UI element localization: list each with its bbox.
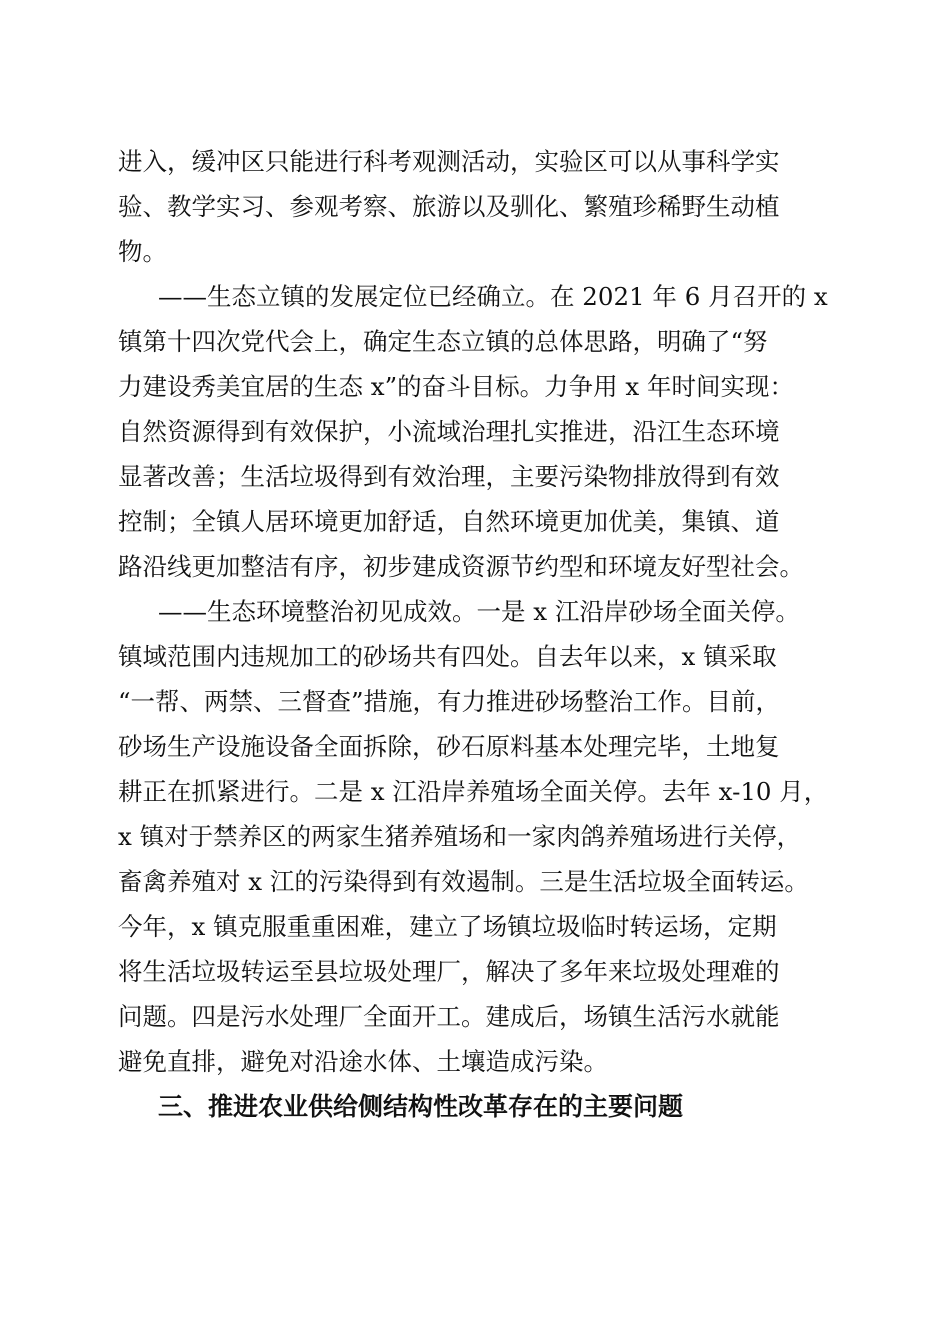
body-text-line: 显著改善；生活垃圾得到有效治理，主要污染物排放得到有效 [118, 462, 780, 491]
body-text-line: 砂场生产设施设备全面拆除，砂石原料基本处理完毕，土地复 [118, 732, 780, 761]
body-text-line: 耕正在抓紧进行。二是 x 江沿岸养殖场全面关停。去年 x-10 月， [118, 777, 829, 806]
body-text-line: 验、教学实习、参观考察、旅游以及驯化、繁殖珍稀野生动植 [118, 192, 780, 221]
paragraph-start-line: ——生态立镇的发展定位已经确立。在 2021 年 6 月召开的 x [158, 282, 828, 311]
body-text-line: 今年，x 镇克服重重困难，建立了场镇垃圾临时转运场，定期 [118, 912, 777, 941]
body-text-line: 自然资源得到有效保护，小流域治理扎实推进，沿江生态环境 [118, 417, 780, 446]
body-text-line: 避免直排，避免对沿途水体、土壤造成污染。 [118, 1047, 608, 1076]
body-text-line: x 镇对于禁养区的两家生猪养殖场和一家肉鸽养殖场进行关停， [118, 822, 802, 851]
body-text-line: 物。 [118, 237, 167, 266]
body-text-line: 镇域范围内违规加工的砂场共有四处。自去年以来，x 镇采取 [118, 642, 777, 671]
body-text-line: 将生活垃圾转运至县垃圾处理厂，解决了多年来垃圾处理难的 [118, 957, 780, 986]
body-text-line: 进入，缓冲区只能进行科考观测活动，实验区可以从事科学实 [118, 147, 780, 176]
body-text-line: “一帮、两禁、三督查”措施，有力推进砂场整治工作。目前， [118, 687, 781, 716]
body-text-line: 路沿线更加整洁有序，初步建成资源节约型和环境友好型社会。 [118, 552, 804, 581]
body-text-line: 问题。四是污水处理厂全面开工。建成后，场镇生活污水就能 [118, 1002, 780, 1031]
body-text-line: 镇第十四次党代会上，确定生态立镇的总体思路，明确了“努 [118, 327, 768, 356]
body-text-line: 力建设秀美宜居的生态 x”的奋斗目标。力争用 x 年时间实现： [118, 372, 795, 401]
paragraph-start-line: ——生态环境整治初见成效。一是 x 江沿岸砂场全面关停。 [158, 597, 800, 626]
body-text-line: 畜禽养殖对 x 江的污染得到有效遏制。三是生活垃圾全面转运。 [118, 867, 809, 896]
section-heading: 三、推进农业供给侧结构性改革存在的主要问题 [158, 1092, 684, 1121]
body-text-line: 控制；全镇人居环境更加舒适，自然环境更加优美，集镇、道 [118, 507, 780, 536]
